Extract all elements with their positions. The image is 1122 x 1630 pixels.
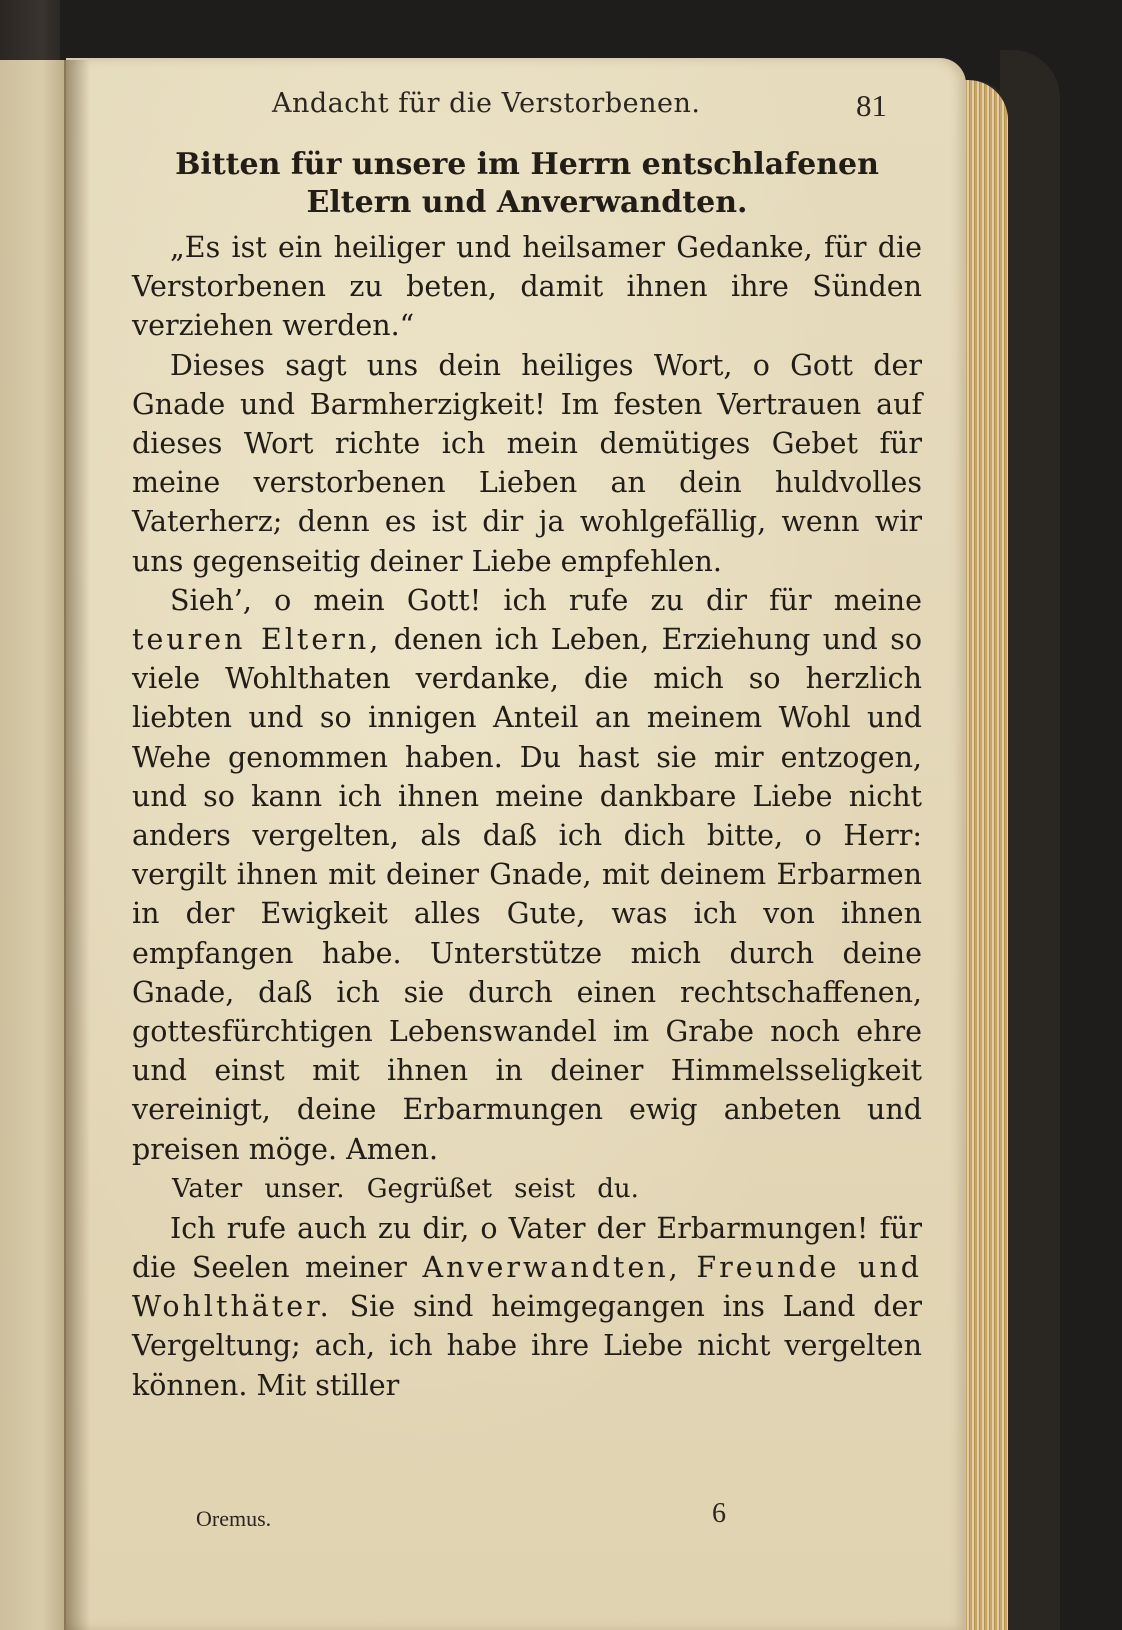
- prayer-line: Vater unser. Gegrüßet seist du.: [172, 1173, 639, 1204]
- paragraph-2: Dieses sagt uns dein heiliges Wort, o Gott der Gnade und Barmherzigkeit! Im festen Vertrauen auf dieses Wort richte ich mein demütiges Gebet für meine verstorbenen Lieben an dein huldvolles Vaterherz; denn es ist dir ja wohlgefällig, wenn wir uns gegenseitig deiner Liebe empfehlen.: [132, 348, 922, 578]
- paragraph-3-spaced: teuren Eltern,: [132, 623, 382, 657]
- paragraph-4-start: Ich rufe auch zu dir, o Vater der Erbarmungen! für die Seelen meiner: [132, 1211, 922, 1285]
- page-content: [132, 146, 922, 1405]
- section-heading-line-1: Bitten für unsere im Herrn entschlafenen: [175, 147, 879, 182]
- paragraph-4-spaced-2: Freunde und Wohlthäter.: [132, 1251, 922, 1324]
- paragraph-4-spaced-1: Anverwandten,: [422, 1251, 681, 1285]
- running-head-title: Andacht für die Verstorbenen.: [272, 88, 701, 119]
- paragraph-4-rest: Sie sind heimgegangen ins Land der Vergeltung; ach, ich habe ihre Liebe nicht vergelten können. Mit stiller: [132, 1290, 922, 1402]
- paragraph-3-start: Sieh’, o mein Gott! ich rufe zu dir für meine: [170, 583, 922, 617]
- paragraph-quote: „Es ist ein heiliger und heilsamer Gedanke, für die Verstorbenen zu beten, damit ihnen ihre Sünden verziehen werden.“: [132, 231, 922, 343]
- section-heading: [132, 146, 922, 222]
- gutter-shadow: [64, 60, 90, 1630]
- paragraph-4: [132, 1209, 922, 1405]
- paragraph-3: [132, 581, 922, 1169]
- paragraph-3-rest: denen ich Leben, Erziehung und so viele Wohlthaten verdanke, die mich so herzlich liebten und so innigen Anteil an meinem Wohl und Wehe genommen haben. Du hast sie mir entzogen, und so kann ich ihnen meine dankbare Liebe nicht anders vergelten, als daß ich dich bitte, o Herr: vergilt ihnen mit deiner Gnade, mit deinem Erbarmen in der Ewigkeit alles Gute, was ich von ihnen empfangen habe. Unterstütze mich durch deine Gnade, daß ich sie durch einen rechtschaffenen, gottesfürchtigen Lebenswandel im Grabe noch ehre und einst mit ihnen in deiner Himmelsseligkeit vereinigt, deine Erbarmungen ewig anbeten und preisen möge. Amen.: [132, 623, 923, 1166]
- book-cover-right-edge: [1000, 50, 1060, 1630]
- signature-mark: Oremus.: [196, 1506, 272, 1531]
- page-number: 81: [856, 88, 887, 123]
- facing-page-edge: [0, 60, 72, 1630]
- section-heading-line-2: Eltern und Anverwandten.: [306, 185, 748, 220]
- running-head: [0, 88, 1122, 128]
- sheet-number: 6: [712, 1498, 726, 1529]
